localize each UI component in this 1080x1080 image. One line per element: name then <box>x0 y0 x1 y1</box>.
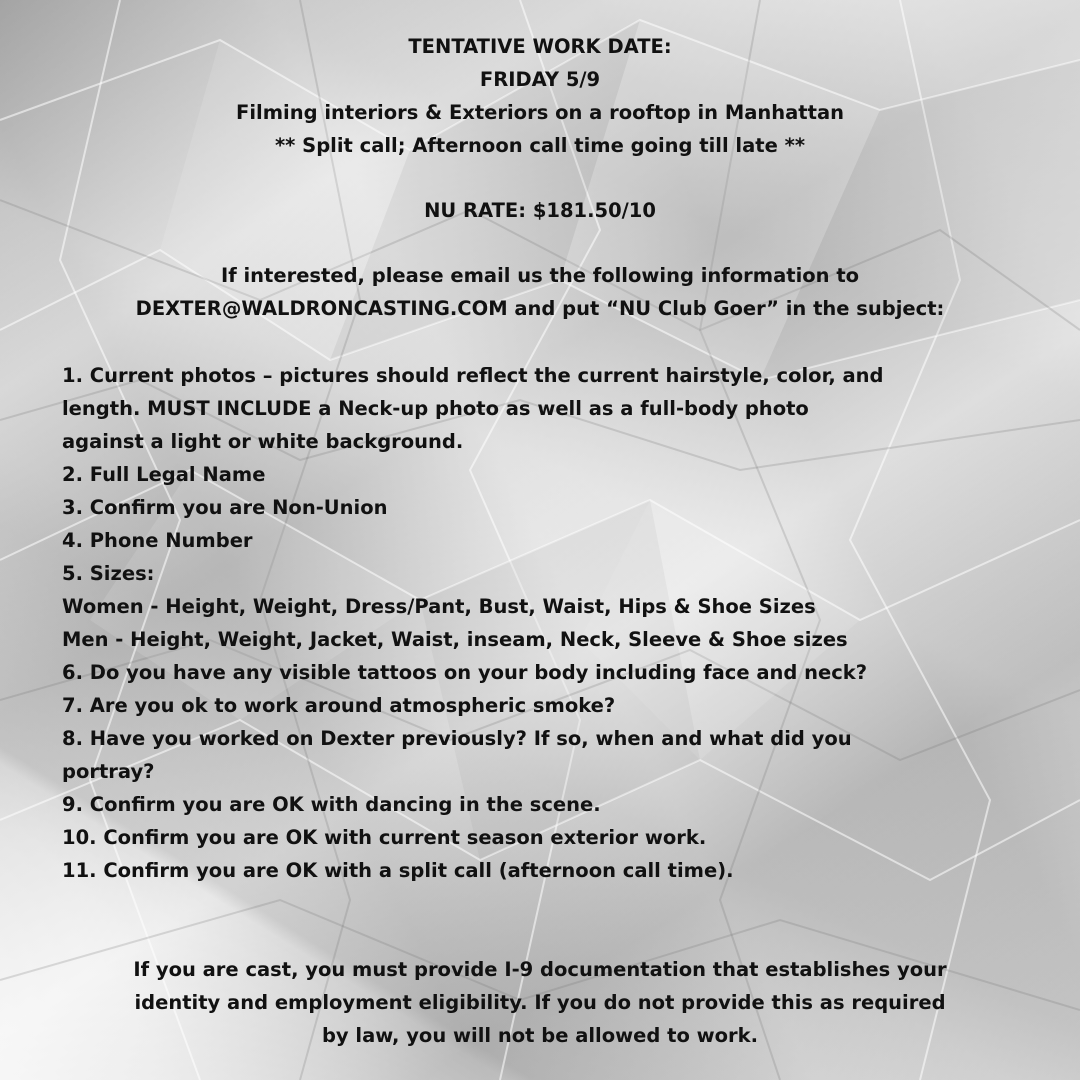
call-time-note: ** Split call; Afternoon call time going till late ** <box>274 134 806 157</box>
list-item: 2. Full Legal Name <box>62 463 266 486</box>
instructions-line-1: If interested, please email us the following information to <box>220 264 860 287</box>
list-item: 1. Current photos – pictures should reflect the current hairstyle, color, and <box>62 364 884 387</box>
list-item: 6. Do you have any visible tattoos on your body including face and neck? <box>62 661 868 684</box>
i9-notice-line-2: identity and employment eligibility. If you do not provide this as required <box>134 991 946 1014</box>
list-item: portray? <box>62 760 155 783</box>
list-item: length. MUST INCLUDE a Neck-up photo as well as a full-body photo <box>62 397 809 420</box>
submission-instructions <box>0 259 1080 325</box>
list-item: 5. Sizes: <box>62 562 155 585</box>
filming-location: Filming interiors & Exteriors on a rooftop in Manhattan <box>236 101 844 124</box>
list-item: 3. Confirm you are Non-Union <box>62 496 388 519</box>
i9-notice-line-1: If you are cast, you must provide I-9 documentation that establishes your <box>133 958 947 981</box>
list-item: against a light or white background. <box>62 430 464 453</box>
list-item: Men - Height, Weight, Jacket, Waist, inseam, Neck, Sleeve & Shoe sizes <box>62 628 848 651</box>
requirements-list <box>62 359 1052 887</box>
i9-notice <box>60 953 1020 1052</box>
work-date: FRIDAY 5/9 <box>479 68 601 91</box>
work-date-header <box>0 30 1080 162</box>
pay-rate: NU RATE: $181.50/10 <box>424 199 656 222</box>
list-item: 9. Confirm you are OK with dancing in the scene. <box>62 793 601 816</box>
list-item: 7. Are you ok to work around atmospheric smoke? <box>62 694 616 717</box>
list-item: 10. Confirm you are OK with current season exterior work. <box>62 826 707 849</box>
instructions-line-2: DEXTER@WALDRONCASTING.COM and put “NU Club Goer” in the subject: <box>135 297 945 320</box>
i9-notice-line-3: by law, you will not be allowed to work. <box>321 1024 759 1047</box>
list-item: 4. Phone Number <box>62 529 253 552</box>
list-item: 8. Have you worked on Dexter previously? If so, when and what did you <box>62 727 852 750</box>
list-item: Women - Height, Weight, Dress/Pant, Bust, Waist, Hips & Shoe Sizes <box>62 595 816 618</box>
list-item: 11. Confirm you are OK with a split call (afternoon call time). <box>62 859 734 882</box>
work-date-title: TENTATIVE WORK DATE: <box>408 35 672 58</box>
